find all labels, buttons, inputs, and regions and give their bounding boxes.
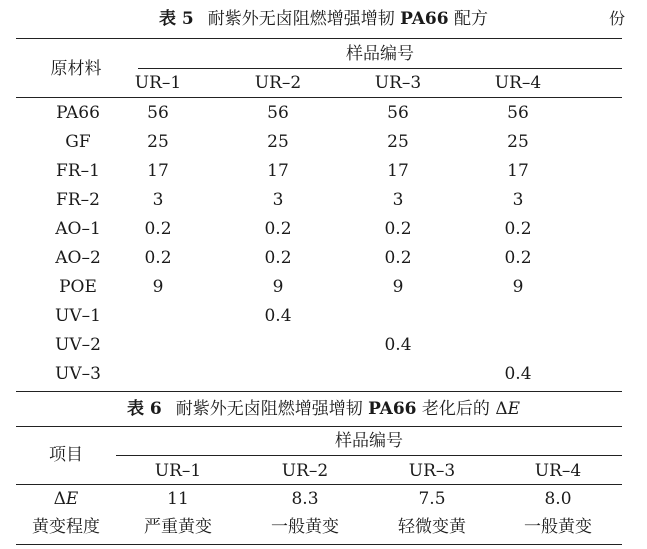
table5-caption	[0, 8, 647, 30]
table5-cell: 56	[267, 103, 289, 123]
table5-row-label: UV–2	[55, 335, 101, 355]
table6-caption	[0, 398, 647, 420]
table6-column-header: UR–1	[154, 461, 202, 481]
table5-cell: 0.4	[384, 335, 412, 355]
table6-cell: 8.0	[544, 489, 572, 509]
table5-row-label: UV–1	[55, 306, 101, 326]
table5-cell: 0.2	[144, 219, 172, 239]
table5-cell: 9	[392, 277, 404, 297]
table5-column-header: UR–4	[494, 73, 542, 93]
table6-group-header: 样品编号	[335, 431, 403, 451]
table5-caption-number: 表 5	[159, 9, 194, 29]
table5-cell: 17	[507, 161, 529, 181]
table5-cell: 9	[152, 277, 164, 297]
e-symbol: E	[65, 489, 79, 509]
table5-cell: 25	[147, 132, 169, 152]
table5-cell: 0.4	[264, 306, 292, 326]
table5-cell: 3	[392, 190, 404, 210]
table5-cell: 56	[387, 103, 409, 123]
table5-header-rule	[16, 97, 622, 98]
table5-cell: 0.2	[384, 248, 412, 268]
table5-cell: 3	[272, 190, 284, 210]
table5-cell: 56	[507, 103, 529, 123]
table5-column-header: UR–3	[374, 73, 422, 93]
table6-cell: 11	[167, 489, 189, 509]
table6-caption-number: 表 6	[126, 399, 162, 419]
table5-cell: 9	[512, 277, 524, 297]
table5-cell: 17	[267, 161, 289, 181]
table6-header-rule	[16, 484, 622, 485]
table5-row-label: AO–2	[55, 248, 101, 268]
table5-cell: 0.2	[144, 248, 172, 268]
table6-bottom-rule	[16, 544, 622, 545]
table5-cell: 9	[272, 277, 284, 297]
table5-top-rule	[16, 38, 622, 39]
table6-cell: 7.5	[418, 489, 446, 509]
table5-cell: 0.2	[504, 248, 532, 268]
table5-row-label: FR–2	[56, 190, 100, 210]
table6-column-header: UR–3	[408, 461, 456, 481]
table6-cell: 轻微变黄	[398, 517, 466, 537]
table5-row-label: FR–1	[56, 161, 100, 181]
table5-cell: 0.2	[504, 219, 532, 239]
table5-group-rule	[138, 68, 622, 69]
table5-row-label: AO–1	[55, 219, 101, 239]
table6-cell: 一般黄变	[524, 517, 592, 537]
table6-group-rule	[116, 455, 622, 456]
table6-cell: 8.3	[291, 489, 319, 509]
table6-row-label: 黄变程度	[32, 517, 100, 537]
table5-row-label: UV–3	[55, 364, 101, 384]
table5-cell: 17	[387, 161, 409, 181]
table6-top-rule	[16, 426, 622, 427]
table6-caption-e-symbol: E	[507, 399, 521, 419]
table5-row-label: PA66	[56, 103, 100, 123]
table5-caption-text: 耐紫外无卤阻燃增强增韧	[207, 9, 401, 29]
table5-unit-label: 份	[608, 9, 625, 28]
table5-row-header: 原材料	[50, 59, 102, 79]
table5-cell: 56	[147, 103, 169, 123]
table5-caption-suffix: 配方	[448, 9, 488, 29]
table6-caption-text: 耐紫外无卤阻燃增强增韧	[175, 399, 369, 419]
table5-cell: 0.2	[384, 219, 412, 239]
table5-cell: 0.2	[264, 219, 292, 239]
table6-row-header: 项目	[49, 445, 83, 465]
table5-group-header: 样品编号	[346, 44, 414, 64]
table6-column-header: UR–2	[281, 461, 329, 481]
table6-row-label-delta-e	[16, 488, 116, 510]
table5-row-label: POE	[59, 277, 97, 297]
table5-caption-material: PA66	[400, 9, 449, 29]
table5-cell: 25	[507, 132, 529, 152]
table5-cell: 25	[267, 132, 289, 152]
table6-cell: 一般黄变	[271, 517, 339, 537]
table5-cell: 0.4	[504, 364, 532, 384]
table5-column-header: UR–2	[254, 73, 302, 93]
table5-cell: 17	[147, 161, 169, 181]
table5-cell: 25	[387, 132, 409, 152]
table5-row-label: GF	[65, 132, 91, 152]
table6-caption-material: PA66	[368, 399, 417, 419]
table6-column-header: UR–4	[534, 461, 582, 481]
table6-caption-suffix: 老化后的	[416, 399, 496, 419]
table6-caption-delta-symbol: Δ	[495, 399, 508, 419]
table5-cell: 3	[512, 190, 524, 210]
table5-cell: 0.2	[264, 248, 292, 268]
table5-cell: 3	[152, 190, 164, 210]
table6-cell: 严重黄变	[144, 517, 212, 537]
table5-bottom-rule	[16, 391, 622, 392]
delta-symbol: Δ	[53, 489, 66, 509]
table5-column-header: UR–1	[134, 73, 182, 93]
